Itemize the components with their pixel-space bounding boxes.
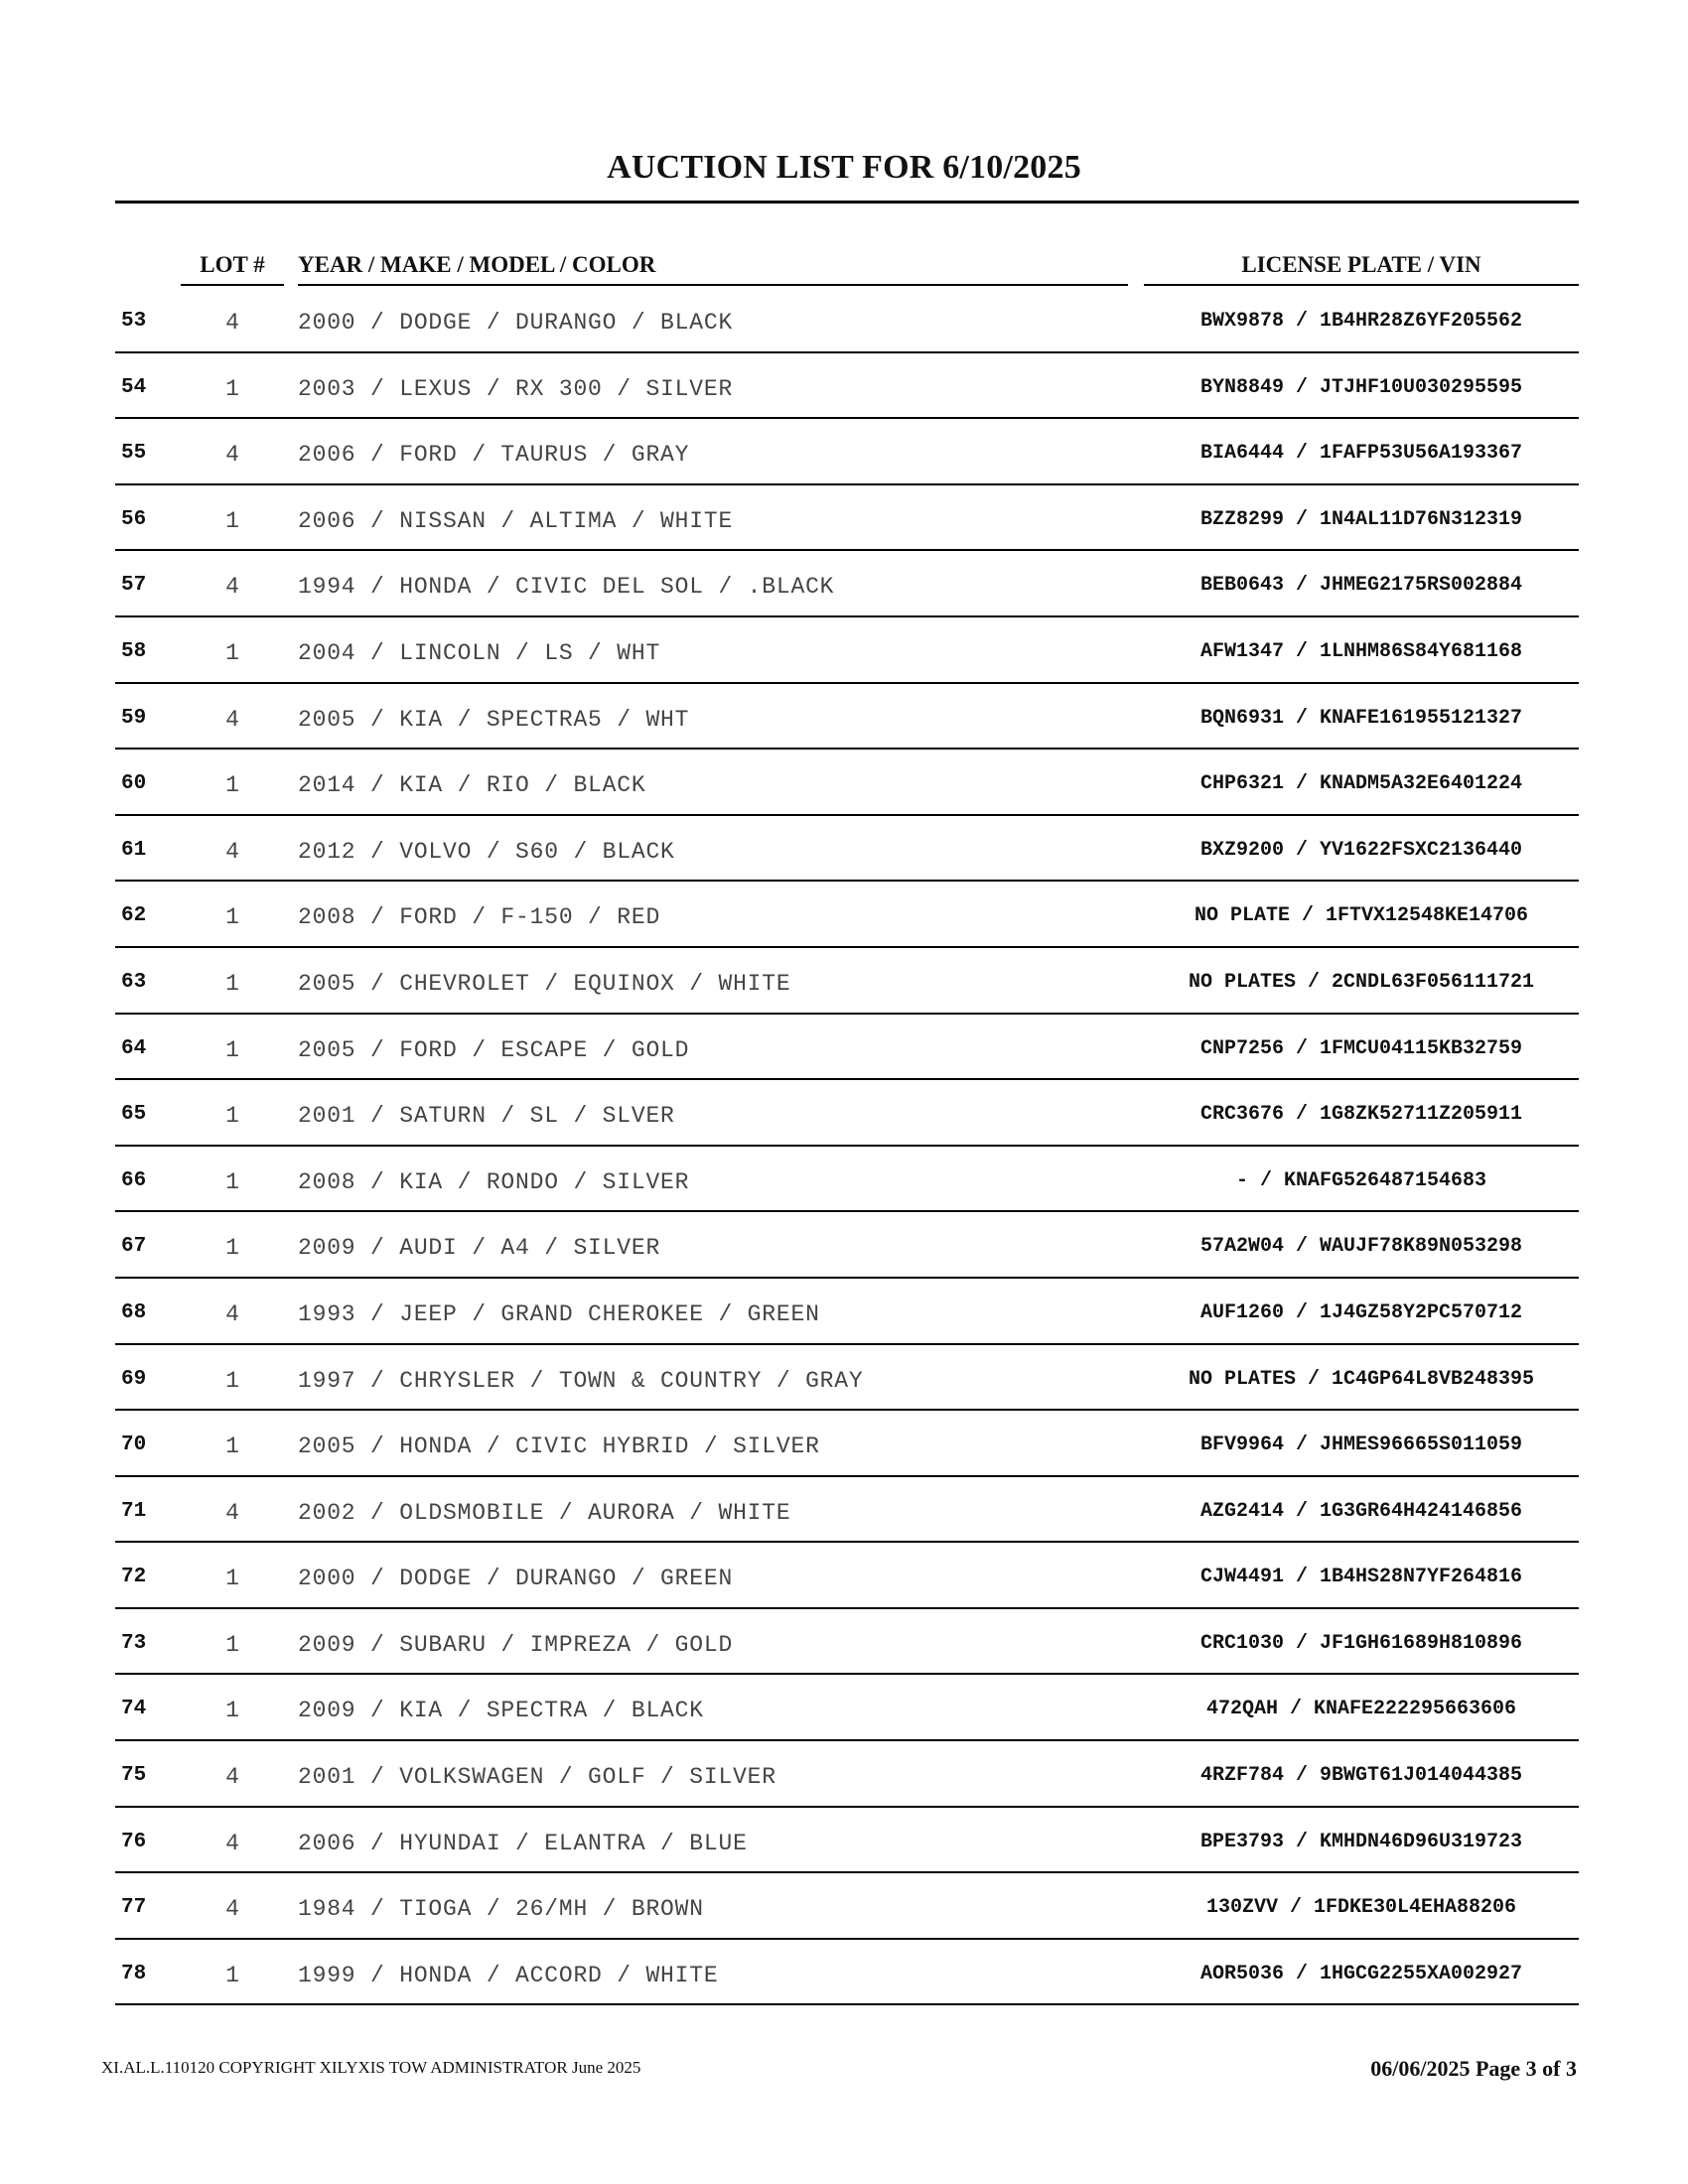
vehicle-description: 2012 / VOLVO / S60 / BLACK — [298, 838, 675, 865]
plate-vin: AUF1260 / 1J4GZ58Y2PC570712 — [1199, 1300, 1523, 1324]
table-row — [115, 1279, 1579, 1345]
lot-number: 4 — [225, 1300, 239, 1327]
vehicle-description: 2005 / KIA / SPECTRA5 / WHT — [298, 706, 690, 733]
vehicle-description: 2001 / SATURN / SL / SLVER — [298, 1103, 675, 1130]
vehicle-description: 2000 / DODGE / DURANGO / BLACK — [298, 310, 734, 336]
table-row — [115, 1808, 1579, 1874]
lot-number: 1 — [225, 375, 239, 402]
table-row — [115, 882, 1579, 948]
plate-vin: BFV9964 / JHMES96665S011059 — [1199, 1433, 1523, 1457]
row-number: 74 — [121, 1698, 147, 1721]
lot-number: 1 — [225, 1631, 239, 1658]
lot-number: 4 — [225, 1764, 239, 1791]
plate-vin: BEB0643 / JHMEG2175RS002884 — [1199, 574, 1523, 598]
table-row — [115, 1147, 1579, 1213]
row-number: 71 — [121, 1499, 147, 1523]
plate-vin: CNP7256 / 1FMCU04115KB32759 — [1199, 1036, 1523, 1060]
row-number: 77 — [121, 1896, 147, 1920]
vehicle-description: 2009 / KIA / SPECTRA / BLACK — [298, 1698, 704, 1724]
vehicle-description: 2002 / OLDSMOBILE / AURORA / WHITE — [298, 1499, 791, 1526]
row-number: 66 — [121, 1168, 147, 1192]
vehicle-description: 2008 / KIA / RONDO / SILVER — [298, 1168, 690, 1195]
header-underline-plate-vin — [1144, 284, 1579, 286]
vehicle-description: 2003 / LEXUS / RX 300 / SILVER — [298, 375, 734, 402]
table-row — [115, 684, 1579, 751]
plate-vin: NO PLATE / 1FTVX12548KE14706 — [1194, 904, 1529, 928]
lot-number: 4 — [225, 442, 239, 469]
plate-vin: NO PLATES / 1C4GP64L8VB248395 — [1188, 1367, 1535, 1391]
row-number: 69 — [121, 1367, 147, 1391]
plate-vin: AFW1347 / 1LNHM86S84Y681168 — [1199, 639, 1523, 663]
table-row — [115, 1741, 1579, 1808]
table-row — [115, 1609, 1579, 1676]
row-number: 67 — [121, 1235, 147, 1259]
lot-number: 1 — [225, 1235, 239, 1262]
vehicle-description: 2009 / AUDI / A4 / SILVER — [298, 1235, 661, 1262]
column-header-description: YEAR / MAKE / MODEL / COLOR — [298, 252, 656, 277]
table-row — [115, 551, 1579, 617]
lot-number: 4 — [225, 574, 239, 601]
plate-vin: BZZ8299 / 1N4AL11D76N312319 — [1199, 507, 1523, 531]
plate-vin: BYN8849 / JTJHF10U030295595 — [1199, 375, 1523, 399]
row-number: 70 — [121, 1433, 147, 1457]
table-row — [115, 1477, 1579, 1544]
lot-number: 1 — [225, 1168, 239, 1195]
vehicle-description: 2005 / FORD / ESCAPE / GOLD — [298, 1036, 690, 1063]
plate-vin: CRC3676 / 1G8ZK52711Z205911 — [1199, 1103, 1523, 1127]
table-row — [115, 1015, 1579, 1081]
row-number: 53 — [121, 310, 147, 333]
row-number: 62 — [121, 904, 147, 928]
plate-vin: CJW4491 / 1B4HS28N7YF264816 — [1199, 1566, 1523, 1589]
row-number: 58 — [121, 639, 147, 663]
plate-vin: BWX9878 / 1B4HR28Z6YF205562 — [1199, 310, 1523, 333]
plate-vin: BQN6931 / KNAFE161955121327 — [1199, 706, 1523, 730]
lot-number: 1 — [225, 507, 239, 534]
row-number: 60 — [121, 772, 147, 796]
row-number: 78 — [121, 1962, 147, 1985]
row-number: 72 — [121, 1566, 147, 1589]
lot-number: 1 — [225, 639, 239, 666]
vehicle-description: 2005 / HONDA / CIVIC HYBRID / SILVER — [298, 1433, 820, 1460]
header-underline-description — [298, 284, 1128, 286]
row-number: 76 — [121, 1830, 147, 1853]
plate-vin: AZG2414 / 1G3GR64H424146856 — [1199, 1499, 1523, 1523]
lot-number: 4 — [225, 706, 239, 733]
table-row — [115, 948, 1579, 1015]
lot-number: 1 — [225, 1103, 239, 1130]
vehicle-description: 1994 / HONDA / CIVIC DEL SOL / .BLACK — [298, 574, 835, 601]
row-number: 61 — [121, 838, 147, 862]
table-row — [115, 617, 1579, 684]
vehicle-description: 2014 / KIA / RIO / BLACK — [298, 772, 646, 799]
plate-vin: - / KNAFG526487154683 — [1235, 1168, 1487, 1192]
table-row — [115, 1080, 1579, 1147]
lot-number: 4 — [225, 1896, 239, 1923]
table-row — [115, 353, 1579, 420]
vehicle-description: 2004 / LINCOLN / LS / WHT — [298, 639, 661, 666]
table-row — [115, 816, 1579, 883]
table-row — [115, 1345, 1579, 1412]
vehicle-description: 2006 / FORD / TAURUS / GRAY — [298, 442, 690, 469]
plate-vin: BXZ9200 / YV1622FSXC2136440 — [1199, 838, 1523, 862]
plate-vin: CHP6321 / KNADM5A32E6401224 — [1199, 772, 1523, 796]
plate-vin: NO PLATES / 2CNDL63F056111721 — [1188, 970, 1535, 994]
vehicle-description: 1984 / TIOGA / 26/MH / BROWN — [298, 1896, 704, 1923]
title-rule — [115, 201, 1579, 204]
table-row — [115, 750, 1579, 816]
row-number: 56 — [121, 507, 147, 531]
plate-vin: AOR5036 / 1HGCG2255XA002927 — [1199, 1962, 1523, 1985]
lot-number: 1 — [225, 1433, 239, 1460]
table-row — [115, 485, 1579, 552]
plate-vin: 472QAH / KNAFE222295663606 — [1205, 1698, 1517, 1721]
vehicle-description: 2001 / VOLKSWAGEN / GOLF / SILVER — [298, 1764, 776, 1791]
row-number: 63 — [121, 970, 147, 994]
row-number: 68 — [121, 1300, 147, 1324]
table-row — [115, 1411, 1579, 1477]
plate-vin: BIA6444 / 1FAFP53U56A193367 — [1199, 442, 1523, 466]
plate-vin: 4RZF784 / 9BWGT61J014044385 — [1199, 1764, 1523, 1788]
footer-page-info: 06/06/2025 Page 3 of 3 — [1370, 2056, 1577, 2081]
lot-number: 4 — [225, 1499, 239, 1526]
plate-vin: BPE3793 / KMHDN46D96U319723 — [1199, 1830, 1523, 1853]
vehicle-description: 2006 / HYUNDAI / ELANTRA / BLUE — [298, 1830, 748, 1856]
vehicle-description: 2005 / CHEVROLET / EQUINOX / WHITE — [298, 970, 791, 997]
table-row — [115, 287, 1579, 353]
vehicle-description: 2009 / SUBARU / IMPREZA / GOLD — [298, 1631, 734, 1658]
lot-number: 4 — [225, 310, 239, 336]
lot-number: 1 — [225, 1566, 239, 1592]
lot-number: 4 — [225, 838, 239, 865]
row-number: 73 — [121, 1631, 147, 1655]
lot-number: 1 — [225, 772, 239, 799]
vehicle-description: 1993 / JEEP / GRAND CHEROKEE / GREEN — [298, 1300, 820, 1327]
row-number: 55 — [121, 442, 147, 466]
lot-number: 1 — [225, 1367, 239, 1394]
lot-number: 1 — [225, 1036, 239, 1063]
vehicle-description: 2008 / FORD / F-150 / RED — [298, 904, 661, 931]
vehicle-description: 2000 / DODGE / DURANGO / GREEN — [298, 1566, 734, 1592]
plate-vin: 57A2W04 / WAUJF78K89N053298 — [1199, 1235, 1523, 1259]
row-number: 64 — [121, 1036, 147, 1060]
row-number: 57 — [121, 574, 147, 598]
table-row — [115, 419, 1579, 485]
row-number: 59 — [121, 706, 147, 730]
page-title: AUCTION LIST FOR 6/10/2025 — [607, 149, 1081, 186]
lot-number: 1 — [225, 904, 239, 931]
header-underline-lot — [181, 284, 284, 286]
plate-vin: 130ZVV / 1FDKE30L4EHA88206 — [1205, 1896, 1517, 1920]
lot-number: 1 — [225, 1698, 239, 1724]
vehicle-description: 1997 / CHRYSLER / TOWN & COUNTRY / GRAY — [298, 1367, 864, 1394]
row-number: 75 — [121, 1764, 147, 1788]
lot-number: 4 — [225, 1830, 239, 1856]
footer-copyright: XI.AL.L.110120 COPYRIGHT XILYXIS TOW ADMINISTRATOR June 2025 — [101, 2058, 641, 2077]
table-row — [115, 1212, 1579, 1279]
vehicle-description: 1999 / HONDA / ACCORD / WHITE — [298, 1962, 719, 1988]
auction-table — [115, 287, 1579, 2005]
column-header-plate-vin: LICENSE PLATE / VIN — [1241, 252, 1481, 277]
plate-vin: CRC1030 / JF1GH61689H810896 — [1199, 1631, 1523, 1655]
table-row — [115, 1940, 1579, 2006]
vehicle-description: 2006 / NISSAN / ALTIMA / WHITE — [298, 507, 734, 534]
column-header-lot: LOT # — [200, 252, 265, 277]
table-row — [115, 1873, 1579, 1940]
table-row — [115, 1675, 1579, 1741]
lot-number: 1 — [225, 1962, 239, 1988]
row-number: 65 — [121, 1103, 147, 1127]
row-number: 54 — [121, 375, 147, 399]
lot-number: 1 — [225, 970, 239, 997]
table-row — [115, 1543, 1579, 1609]
